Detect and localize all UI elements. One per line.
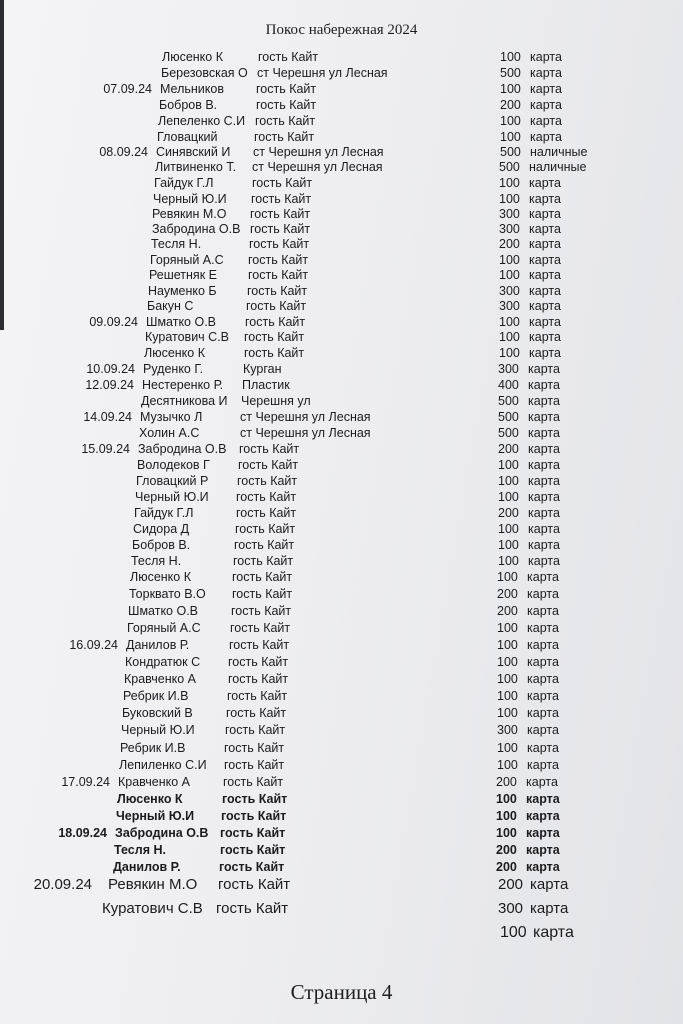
row-place: гость Кайт: [246, 299, 307, 313]
row-name: Данилов Р.: [126, 638, 190, 652]
table-row: [0, 843, 683, 858]
row-amount: 100: [500, 130, 521, 144]
row-method: карта: [527, 758, 559, 772]
table-row: [0, 902, 683, 922]
row-amount: 500: [500, 145, 521, 159]
table-row: [0, 490, 683, 505]
row-place: ст Черешня ул Лесная: [252, 160, 383, 174]
row-date: 15.09.24: [81, 442, 130, 456]
page-footer: Страница 4: [290, 980, 393, 1004]
row-method: карта: [529, 253, 561, 267]
row-date: 10.09.24: [86, 362, 135, 376]
row-name: Забродина О.В: [138, 442, 227, 456]
table-row: [0, 538, 683, 553]
row-name: Тесля Н.: [114, 843, 166, 857]
table-row: [0, 145, 683, 160]
row-place: гость Кайт: [227, 689, 288, 703]
row-name: Лепиленко С.И: [119, 758, 207, 772]
table-row: [0, 284, 683, 299]
row-amount: 100: [499, 346, 520, 360]
row-place: ст Черешня ул Лесная: [240, 426, 371, 440]
row-name: Куратович С.В: [102, 900, 203, 917]
row-name: Нестеренко Р.: [142, 378, 224, 392]
row-name: Ревякин М.О: [108, 876, 198, 893]
row-amount: 500: [498, 394, 519, 408]
table-row: [0, 570, 683, 585]
row-method: карта: [528, 458, 560, 472]
row-method: карта: [529, 222, 561, 236]
row-name: Науменко Б: [148, 284, 217, 298]
row-name: Черный Ю.И: [121, 723, 195, 737]
row-method: карта: [529, 299, 561, 313]
table-row: [0, 860, 683, 875]
table-row: [0, 114, 683, 129]
row-name: Бобров В.: [159, 98, 218, 112]
row-place: гость Кайт: [216, 900, 289, 917]
table-row: [0, 741, 683, 756]
row-name: Решетняк Е: [149, 268, 217, 282]
row-amount: 100: [500, 82, 521, 96]
row-name: Буковский В: [122, 706, 193, 720]
row-method: карта: [526, 843, 560, 857]
row-amount: 100: [496, 826, 517, 840]
row-name: Кравченко А: [124, 672, 197, 686]
row-place: ст Черешня ул Лесная: [240, 410, 371, 424]
table-row: [0, 474, 683, 489]
row-amount: 200: [497, 587, 518, 601]
row-amount: 100: [497, 758, 518, 772]
row-place: гость Кайт: [236, 506, 297, 520]
row-date: 12.09.24: [85, 378, 134, 392]
row-place: гость Кайт: [224, 758, 285, 772]
row-method: карта: [530, 130, 562, 144]
row-amount: 200: [498, 506, 519, 520]
table-row: [0, 758, 683, 773]
row-name: Торквато В.О: [129, 587, 206, 601]
row-amount: 100: [500, 924, 527, 941]
row-amount: 400: [498, 378, 519, 392]
row-place: Курган: [243, 362, 282, 376]
row-name: Мельников: [160, 82, 224, 96]
table-row: [0, 587, 683, 602]
table-row: [0, 809, 683, 824]
row-name: Ревякин М.О: [152, 207, 227, 221]
row-name: Синявский И: [156, 145, 231, 159]
row-amount: 100: [500, 114, 521, 128]
row-place: гость Кайт: [235, 522, 296, 536]
row-method: карта: [527, 723, 559, 737]
row-place: ст Черешня ул Лесная: [257, 66, 388, 80]
row-amount: 100: [499, 330, 520, 344]
row-name: Забродина О.В: [152, 222, 241, 236]
row-method: карта: [529, 315, 561, 329]
row-method: карта: [526, 860, 560, 874]
row-method: карта: [529, 346, 561, 360]
row-name: Горяный А.С: [150, 253, 224, 267]
row-place: гость Кайт: [222, 792, 288, 806]
row-method: карта: [528, 490, 560, 504]
table-row: [0, 689, 683, 704]
row-amount: 100: [498, 474, 519, 488]
row-amount: 100: [496, 792, 517, 806]
row-place: гость Кайт: [244, 330, 305, 344]
row-place: гость Кайт: [245, 315, 306, 329]
table-row: [0, 50, 683, 65]
row-method: карта: [528, 538, 560, 552]
row-amount: 100: [498, 538, 519, 552]
row-amount: 200: [498, 442, 519, 456]
row-name: Гловацкий: [157, 130, 218, 144]
row-place: гость Кайт: [256, 82, 317, 96]
row-amount: 500: [498, 426, 519, 440]
row-place: гость Кайт: [258, 50, 319, 64]
row-method: карта: [530, 98, 562, 112]
row-place: Черешня ул: [241, 394, 311, 408]
row-amount: 100: [499, 192, 520, 206]
row-method: карта: [527, 706, 559, 720]
row-method: карта: [529, 330, 561, 344]
row-amount: 100: [498, 554, 519, 568]
row-method: карта: [530, 876, 569, 893]
row-amount: 100: [499, 176, 520, 190]
row-method: наличные: [529, 160, 587, 174]
row-place: гость Кайт: [224, 741, 285, 755]
row-amount: 500: [499, 160, 520, 174]
row-place: гость Кайт: [237, 474, 298, 488]
row-method: карта: [529, 237, 561, 251]
table-row: [0, 362, 683, 377]
table-row: [0, 604, 683, 619]
row-method: карта: [528, 474, 560, 488]
row-place: ст Черешня ул Лесная: [253, 145, 384, 159]
row-place: гость Кайт: [248, 268, 309, 282]
table-row: [0, 160, 683, 175]
table-row: [0, 268, 683, 283]
table-row: [0, 98, 683, 113]
row-amount: 100: [496, 809, 517, 823]
row-place: гость Кайт: [221, 809, 287, 823]
table-row: [0, 82, 683, 97]
row-place: гость Кайт: [250, 207, 311, 221]
row-method: карта: [529, 176, 561, 190]
row-name: Бобров В.: [132, 538, 191, 552]
table-row: [0, 130, 683, 145]
row-amount: 300: [498, 362, 519, 376]
row-place: гость Кайт: [254, 130, 315, 144]
row-name: Тесля Н.: [151, 237, 202, 251]
row-name: Куратович С.В: [145, 330, 230, 344]
row-date: 08.09.24: [99, 145, 148, 159]
row-method: карта: [533, 924, 574, 941]
row-amount: 300: [498, 900, 524, 917]
row-amount: 200: [499, 237, 520, 251]
row-name: Люсенко К: [144, 346, 205, 360]
table-row: [0, 315, 683, 330]
row-place: гость Кайт: [249, 237, 310, 251]
row-method: карта: [527, 621, 559, 635]
table-row: [0, 222, 683, 237]
table-row: [0, 926, 683, 946]
row-place: гость Кайт: [233, 554, 294, 568]
row-name: Кравченко А: [118, 775, 191, 789]
row-method: карта: [526, 775, 558, 789]
row-name: Горяный А.С: [127, 621, 201, 635]
table-row: [0, 878, 683, 898]
row-method: карта: [527, 655, 559, 669]
row-name: Кондратюк С: [125, 655, 201, 669]
row-name: Люсенко К: [162, 50, 223, 64]
row-amount: 100: [498, 490, 519, 504]
row-amount: 100: [497, 706, 518, 720]
row-place: гость Кайт: [244, 346, 305, 360]
row-method: карта: [529, 192, 561, 206]
table-row: [0, 442, 683, 457]
row-method: карта: [527, 741, 559, 755]
row-place: гость Кайт: [230, 621, 291, 635]
row-date: 09.09.24: [89, 315, 138, 329]
table-row: [0, 330, 683, 345]
table-row: [0, 775, 683, 790]
table-row: [0, 66, 683, 81]
row-place: гость Кайт: [238, 458, 299, 472]
row-place: гость Кайт: [225, 723, 286, 737]
table-row: [0, 378, 683, 393]
table-row: [0, 554, 683, 569]
table-row: [0, 410, 683, 425]
table-row: [0, 237, 683, 252]
row-name: Данилов Р.: [113, 860, 181, 874]
row-name: Черный Ю.И: [116, 809, 195, 823]
row-name: Бакун С: [147, 299, 194, 313]
row-method: карта: [527, 604, 559, 618]
row-place: гость Кайт: [218, 876, 291, 893]
row-method: карта: [528, 410, 560, 424]
row-place: гость Кайт: [232, 587, 293, 601]
table-row: [0, 723, 683, 738]
row-method: карта: [526, 809, 560, 823]
row-place: гость Кайт: [250, 222, 311, 236]
table-row: [0, 394, 683, 409]
table-row: [0, 176, 683, 191]
row-amount: 200: [498, 876, 524, 893]
table-row: [0, 458, 683, 473]
row-date: 17.09.24: [61, 775, 110, 789]
row-place: гость Кайт: [236, 490, 297, 504]
row-amount: 100: [498, 458, 519, 472]
table-row: [0, 506, 683, 521]
row-method: карта: [530, 900, 569, 917]
row-amount: 200: [497, 604, 518, 618]
row-name: Шматко О.В: [128, 604, 199, 618]
row-method: карта: [530, 66, 562, 80]
table-row: [0, 346, 683, 361]
row-place: гость Кайт: [252, 176, 313, 190]
row-amount: 100: [500, 50, 521, 64]
row-amount: 100: [497, 570, 518, 584]
table-row: [0, 522, 683, 537]
table-row: [0, 655, 683, 670]
row-name: Гайдук Г.Л: [154, 176, 214, 190]
row-method: карта: [528, 362, 560, 376]
row-name: Черный Ю.И: [153, 192, 227, 206]
row-place: гость Кайт: [256, 98, 317, 112]
row-method: карта: [529, 268, 561, 282]
row-amount: 100: [498, 522, 519, 536]
row-name: Ребрик И.В: [123, 689, 189, 703]
table-row: [0, 638, 683, 653]
row-place: гость Кайт: [255, 114, 316, 128]
row-place: гость Кайт: [232, 570, 293, 584]
row-place: Пластик: [242, 378, 290, 392]
row-amount: 200: [500, 98, 521, 112]
row-amount: 100: [497, 741, 518, 755]
row-place: гость Кайт: [231, 604, 292, 618]
row-date: 14.09.24: [83, 410, 132, 424]
row-amount: 100: [497, 672, 518, 686]
row-date: 07.09.24: [103, 82, 152, 96]
row-amount: 200: [496, 775, 517, 789]
row-amount: 300: [499, 284, 520, 298]
row-place: гость Кайт: [228, 655, 289, 669]
row-place: гость Кайт: [239, 442, 300, 456]
row-method: карта: [528, 554, 560, 568]
row-name: Люсенко К: [130, 570, 191, 584]
row-name: Шматко О.В: [146, 315, 217, 329]
row-amount: 100: [499, 268, 520, 282]
row-place: гость Кайт: [248, 253, 309, 267]
row-place: гость Кайт: [226, 706, 287, 720]
row-method: карта: [527, 672, 559, 686]
row-amount: 300: [499, 207, 520, 221]
row-name: Десятникова И: [141, 394, 228, 408]
table-row: [0, 253, 683, 268]
page-title: Покос набережная 2024: [265, 22, 418, 38]
table-row: [0, 207, 683, 222]
row-place: гость Кайт: [247, 284, 308, 298]
row-name: Березовская О: [161, 66, 248, 80]
row-method: карта: [526, 826, 560, 840]
table-row: [0, 792, 683, 807]
row-date: 20.09.24: [33, 876, 92, 893]
table-row: [0, 426, 683, 441]
table-row: [0, 826, 683, 841]
row-name: Сидора Д: [133, 522, 190, 536]
row-amount: 300: [499, 222, 520, 236]
row-name: Гловацкий Р: [136, 474, 209, 488]
row-method: карта: [527, 638, 559, 652]
row-place: гость Кайт: [223, 775, 284, 789]
row-amount: 100: [499, 315, 520, 329]
row-amount: 300: [497, 723, 518, 737]
row-method: карта: [529, 284, 561, 298]
row-method: карта: [528, 426, 560, 440]
row-method: карта: [528, 442, 560, 456]
row-amount: 200: [496, 843, 517, 857]
row-name: Гайдук Г.Л: [134, 506, 194, 520]
row-method: карта: [528, 394, 560, 408]
row-method: наличные: [530, 145, 588, 159]
table-row: [0, 621, 683, 636]
row-place: гость Кайт: [251, 192, 312, 206]
row-place: гость Кайт: [234, 538, 295, 552]
row-place: гость Кайт: [228, 672, 289, 686]
row-amount: 500: [500, 66, 521, 80]
row-method: карта: [528, 522, 560, 536]
row-amount: 200: [496, 860, 517, 874]
row-place: гость Кайт: [219, 860, 285, 874]
row-name: Холин А.С: [139, 426, 200, 440]
row-place: гость Кайт: [220, 826, 286, 840]
table-row: [0, 299, 683, 314]
table-row: [0, 192, 683, 207]
row-amount: 300: [499, 299, 520, 313]
row-date: 16.09.24: [69, 638, 118, 652]
row-amount: 100: [497, 655, 518, 669]
row-amount: 100: [499, 253, 520, 267]
row-method: карта: [528, 506, 560, 520]
row-place: гость Кайт: [229, 638, 290, 652]
row-name: Люсенко К: [117, 792, 183, 806]
row-name: Руденко Г.: [143, 362, 204, 376]
table-row: [0, 706, 683, 721]
row-amount: 500: [498, 410, 519, 424]
row-amount: 100: [497, 621, 518, 635]
row-name: Музычко Л: [140, 410, 203, 424]
row-name: Забродина О.В: [115, 826, 209, 840]
row-amount: 100: [497, 638, 518, 652]
row-name: Володеков Г: [137, 458, 210, 472]
row-method: карта: [527, 570, 559, 584]
row-method: карта: [530, 114, 562, 128]
row-name: Лепеленко С.И: [158, 114, 246, 128]
row-amount: 100: [497, 689, 518, 703]
row-method: карта: [528, 378, 560, 392]
row-method: карта: [527, 587, 559, 601]
row-method: карта: [529, 207, 561, 221]
row-method: карта: [526, 792, 560, 806]
row-place: гость Кайт: [220, 843, 286, 857]
row-method: карта: [530, 50, 562, 64]
row-name: Черный Ю.И: [135, 490, 209, 504]
table-row: [0, 672, 683, 687]
row-method: карта: [527, 689, 559, 703]
row-name: Ребрик И.В: [120, 741, 186, 755]
row-method: карта: [530, 82, 562, 96]
row-name: Тесля Н.: [131, 554, 182, 568]
row-name: Литвиненко Т.: [155, 160, 237, 174]
row-date: 18.09.24: [58, 826, 107, 840]
